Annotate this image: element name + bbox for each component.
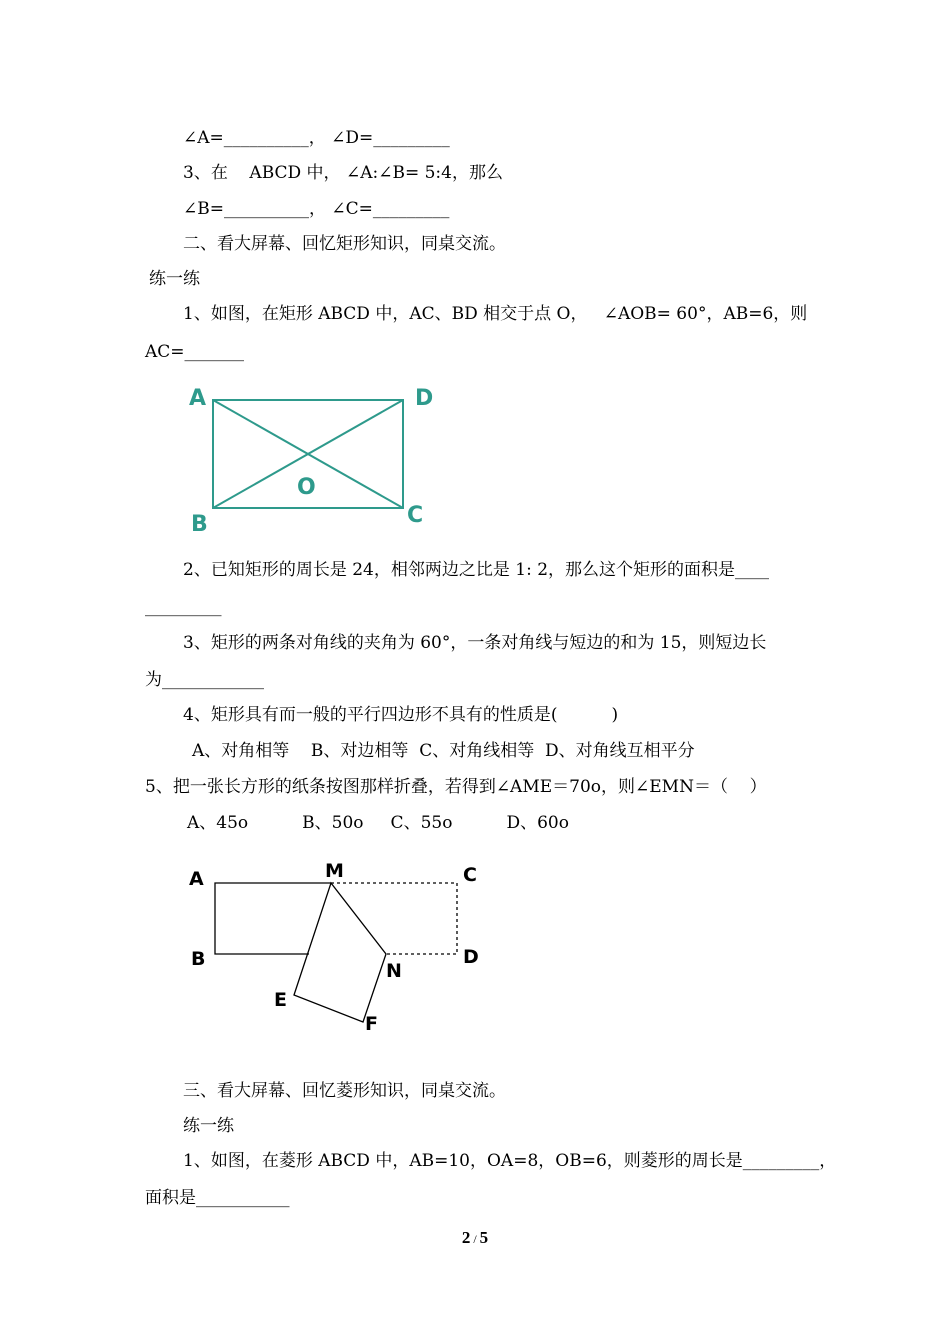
practice-label-1: 练一练 (149, 269, 200, 289)
section-heading-rhombus: 三、看大屏幕、回忆菱形知识，同桌交流。 (183, 1081, 506, 1101)
vertex-label-a: A (189, 386, 207, 411)
rectangle-figure (185, 380, 445, 540)
vertex-label-a: A (189, 868, 204, 890)
question-rhombus-1: 1、如图，在菱形 ABCD 中，AB=10，OA=8，OB=6，则菱形的周长是_________， (183, 1151, 837, 1171)
section-heading-rectangle: 二、看大屏幕、回忆矩形知识，同桌交流。 (183, 234, 506, 254)
vertex-label-d: D (415, 386, 434, 411)
practice-label-2: 练一练 (183, 1116, 234, 1136)
vertex-label-b: B (191, 512, 208, 537)
question-rect-2-cont: _________ (145, 597, 222, 617)
question-rect-5: 5、把一张长方形的纸条按图那样折叠，若得到∠AME＝70o，则∠EMN＝（ ） (145, 777, 767, 797)
question-rect-1-cont: AC=_______ (145, 342, 245, 362)
text-line-angle-a-d: ∠A=__________， ∠D=_________ (183, 128, 450, 148)
page-number (0, 1228, 950, 1248)
vertex-label-d: D (463, 946, 479, 968)
question-rect-4-options: A、对角相等 B、对边相等 C、对角线相等 D、对角线互相平分 (192, 741, 695, 761)
question-rect-2: 2、已知矩形的周长是 24，相邻两边之比是 1: 2，那么这个矩形的面积是____ (183, 560, 770, 580)
vertex-label-n: N (386, 960, 402, 982)
question-rhombus-1-cont: 面积是___________ (145, 1188, 290, 1208)
question-rect-3-cont: 为____________ (145, 670, 264, 690)
page-separator: / (470, 1232, 480, 1246)
page-current: 2 (461, 1228, 471, 1247)
center-label-o: O (297, 475, 316, 500)
vertex-label-b: B (191, 948, 206, 970)
text-line-question-3-parallelogram: 3、在 ABCD 中， ∠A:∠B= 5:4，那么 (183, 163, 503, 183)
vertex-label-c: C (463, 864, 477, 886)
question-rect-3: 3、矩形的两条对角线的夹角为 60°，一条对角线与短边的和为 15，则短边长 (183, 633, 767, 653)
vertex-label-f: F (365, 1013, 378, 1035)
page-total: 5 (479, 1228, 489, 1247)
vertex-label-m: M (325, 860, 344, 882)
text-line-angle-b-c: ∠B=__________， ∠C=_________ (183, 199, 450, 219)
vertex-label-e: E (274, 989, 287, 1011)
question-rect-4: 4、矩形具有而一般的平行四边形不具有的性质是( ) (183, 705, 619, 725)
question-rect-5-options: A、45o B、50o C、55o D、60o (187, 813, 569, 833)
vertex-label-c: C (407, 503, 424, 528)
folded-strip-figure (185, 855, 495, 1040)
question-rect-1: 1、如图，在矩形 ABCD 中，AC、BD 相交于点 O， ∠AOB= 60°，AB=6，则 (183, 304, 808, 324)
